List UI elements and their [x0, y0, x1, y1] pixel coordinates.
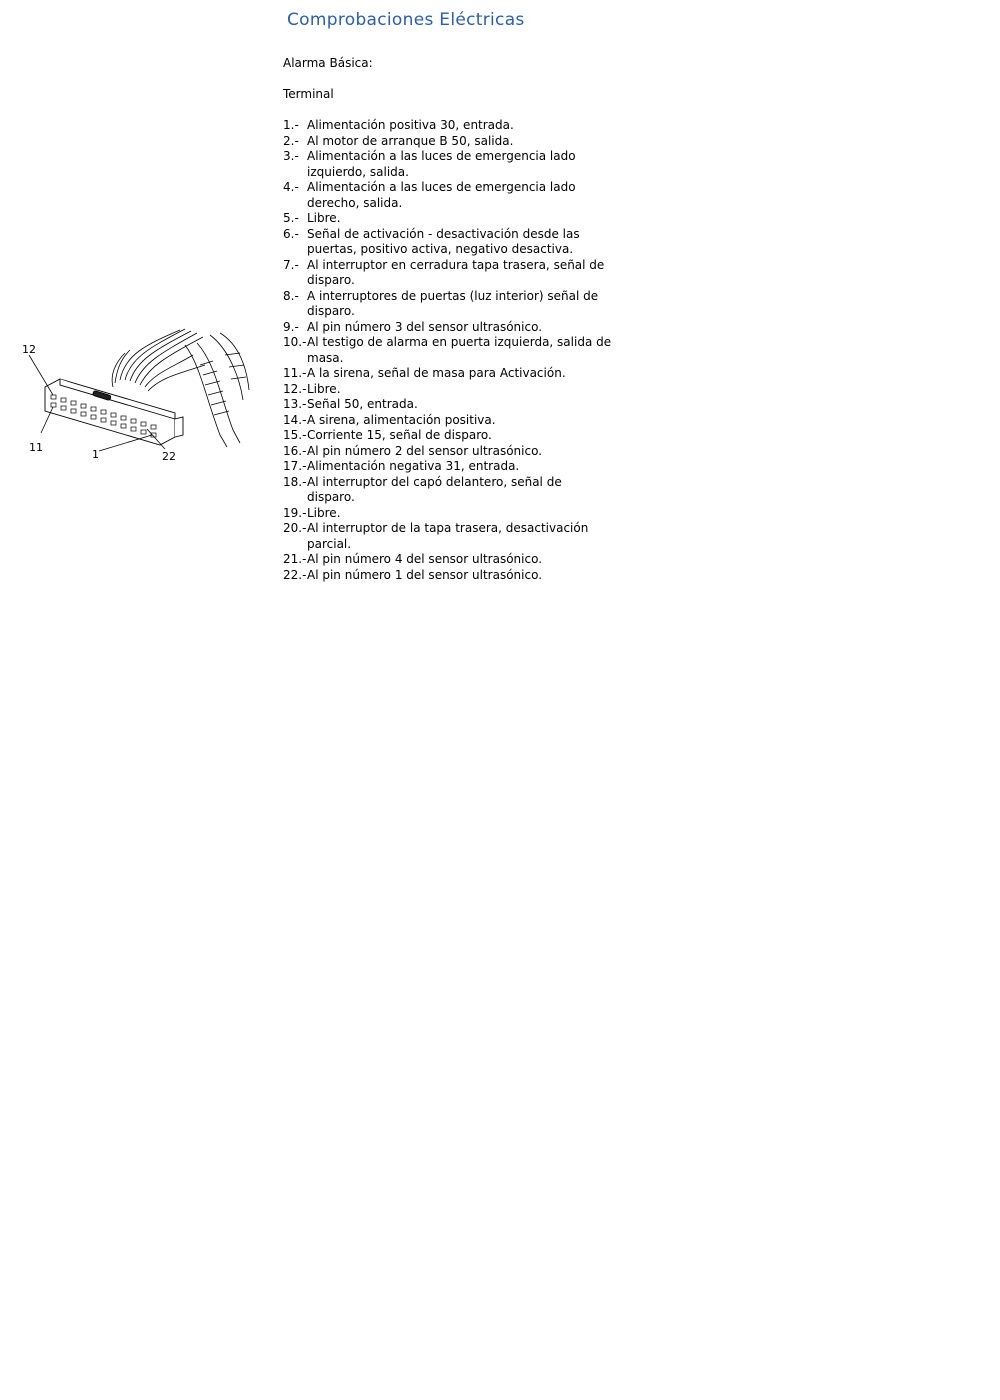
- section-subtitle: Alarma Básica:: [283, 56, 373, 70]
- terminal-item: [283, 258, 613, 289]
- terminal-number: 13.-: [283, 397, 307, 411]
- terminal-number: 4.-: [283, 180, 299, 194]
- terminal-number: 3.-: [283, 149, 299, 163]
- terminal-number: 16.-: [283, 443, 307, 458]
- terminal-number: 17.-: [283, 459, 307, 473]
- terminal-description: A interruptores de puertas (luz interior) señal de disparo.: [307, 288, 599, 318]
- terminal-description: Al motor de arranque B 50, salida.: [307, 133, 514, 148]
- terminal-item: [283, 413, 613, 429]
- terminal-description: Al interruptor en cerradura tapa trasera, señal de disparo.: [307, 257, 605, 287]
- terminal-item: [283, 475, 613, 506]
- terminal-item: [283, 227, 613, 258]
- terminal-description: Al testigo de alarma en puerta izquierda, salida de masa.: [307, 335, 612, 365]
- terminal-item: [283, 366, 613, 382]
- terminal-number: 6.-: [283, 226, 299, 241]
- terminal-item: [283, 180, 613, 211]
- terminal-description: Libre.: [307, 505, 341, 520]
- terminal-description: Alimentación positiva 30, entrada.: [307, 118, 514, 132]
- terminal-item: [283, 428, 613, 444]
- terminal-description: Al pin número 4 del sensor ultrasónico.: [307, 552, 543, 566]
- terminal-number: 18.-: [283, 474, 307, 489]
- terminal-number: 9.-: [283, 319, 299, 334]
- callout-11: 11: [29, 441, 43, 454]
- terminal-number: 2.-: [283, 133, 299, 148]
- terminal-item: [283, 444, 613, 460]
- terminal-description: Al pin número 1 del sensor ultrasónico.: [307, 567, 543, 582]
- terminal-description: Alimentación negativa 31, entrada.: [307, 459, 520, 473]
- terminal-description: Corriente 15, señal de disparo.: [307, 428, 492, 442]
- connector-diagram: [15, 325, 250, 465]
- terminal-item: [283, 134, 613, 150]
- connector-body: [45, 379, 183, 445]
- terminal-description: Al pin número 3 del sensor ultrasónico.: [307, 319, 543, 334]
- terminal-item: [283, 149, 613, 180]
- terminal-description: Alimentación a las luces de emergencia lado derecho, salida.: [307, 180, 576, 210]
- terminal-description: Al interruptor del capó delantero, señal de disparo.: [307, 474, 562, 504]
- terminal-item: [283, 289, 613, 320]
- terminal-item: [283, 568, 613, 584]
- page-title: Comprobaciones Eléctricas: [287, 10, 525, 30]
- terminal-number: 7.-: [283, 257, 299, 272]
- terminal-number: 21.-: [283, 552, 307, 566]
- terminal-number: 15.-: [283, 428, 307, 442]
- terminal-item: [283, 552, 613, 568]
- terminal-number: 10.-: [283, 335, 307, 349]
- callout-1: 1: [92, 448, 99, 461]
- terminal-description: Señal 50, entrada.: [307, 397, 418, 411]
- terminal-description: Alimentación a las luces de emergencia lado izquierdo, salida.: [307, 149, 576, 179]
- terminal-number: 8.-: [283, 288, 299, 303]
- terminal-description: A sirena, alimentación positiva.: [307, 412, 496, 427]
- terminal-number: 5.-: [283, 211, 299, 225]
- callout-12: 12: [22, 343, 36, 356]
- terminal-item: [283, 335, 613, 366]
- terminal-item: [283, 382, 613, 398]
- terminal-item: [283, 211, 613, 227]
- terminal-number: 22.-: [283, 567, 307, 582]
- terminal-description: Libre.: [307, 211, 341, 225]
- terminal-item: [283, 459, 613, 475]
- terminal-heading: Terminal: [283, 87, 334, 101]
- terminal-description: Al interruptor de la tapa trasera, desactivación parcial.: [307, 521, 589, 551]
- terminal-description: Señal de activación - desactivación desde las puertas, positivo activa, negativo desactiva.: [307, 226, 580, 256]
- terminal-number: 11.-: [283, 366, 307, 380]
- terminal-item: [283, 506, 613, 522]
- terminal-description: Al pin número 2 del sensor ultrasónico.: [307, 443, 543, 458]
- terminal-list: [283, 118, 613, 583]
- terminal-item: [283, 118, 613, 134]
- terminal-number: 19.-: [283, 505, 307, 520]
- terminal-number: 14.-: [283, 412, 307, 427]
- terminal-number: 1.-: [283, 118, 299, 132]
- terminal-number: 12.-: [283, 381, 307, 396]
- terminal-description: A la sirena, señal de masa para Activación.: [307, 366, 566, 380]
- callout-22: 22: [162, 450, 176, 463]
- terminal-item: [283, 320, 613, 336]
- terminal-item: [283, 521, 613, 552]
- terminal-item: [283, 397, 613, 413]
- terminal-description: Libre.: [307, 381, 341, 396]
- terminal-number: 20.-: [283, 521, 307, 535]
